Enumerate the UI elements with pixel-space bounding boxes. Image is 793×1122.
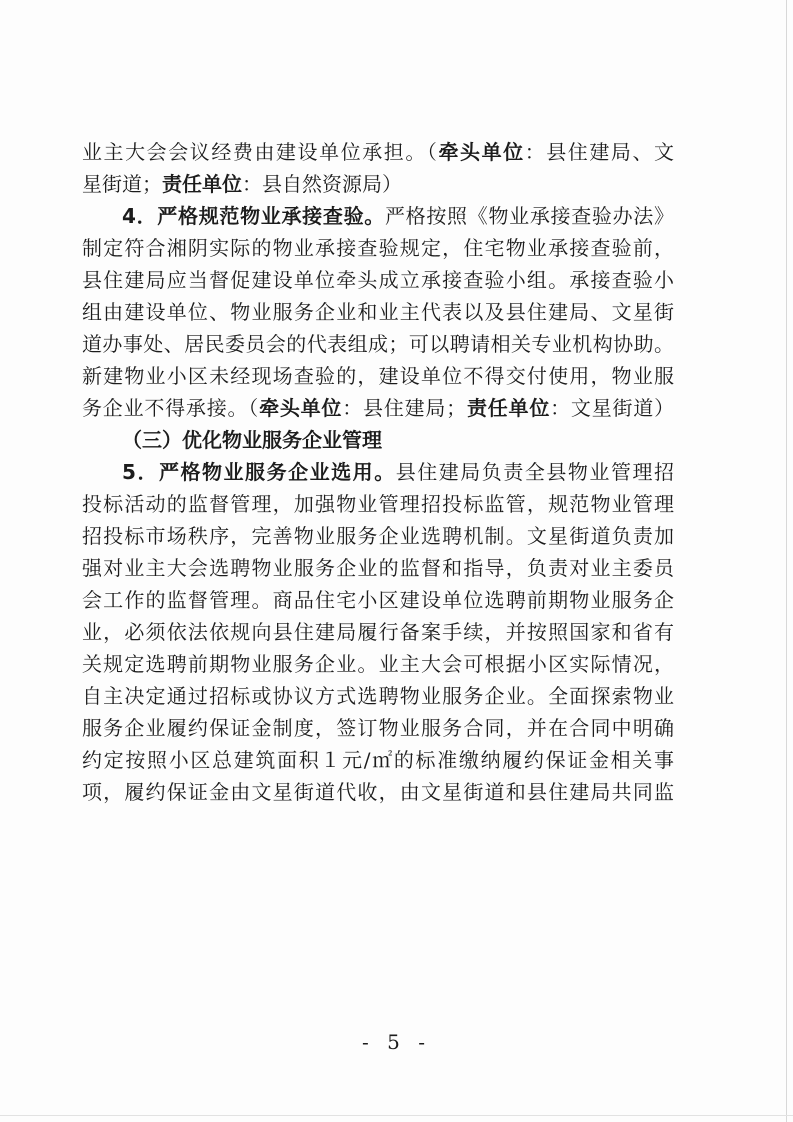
text-line: 会工作的监督管理。商品住宅小区建设单位选聘前期物业服务企: [82, 588, 674, 612]
text-line: 县住建局应当督促建设单位牵头成立承接查验小组。承接查验小: [82, 268, 674, 292]
text-line: 新建物业小区未经现场查验的，建设单位不得交付使用，物业服: [82, 364, 674, 388]
separator: ：: [524, 140, 547, 164]
text-line: 道办事处、居民委员会的代表组成；可以聘请相关专业机构协助。: [82, 332, 674, 356]
separator: ：: [242, 172, 262, 196]
responsible-unit-value: 文星街道）: [570, 396, 675, 420]
page-edge-bottom: [0, 1115, 793, 1116]
responsible-unit-label: 责任单位: [162, 172, 242, 196]
body-text: 严格按照《物业承接查验办法》: [384, 204, 675, 228]
text-line: [82, 392, 674, 424]
text-line: 自主决定通过招标或协议方式选聘物业服务企业。全面探索物业: [82, 684, 674, 708]
responsible-unit-label: 责任单位: [466, 396, 551, 420]
text-line: 组由建设单位、物业服务企业和业主代表以及县住建局、文星街: [82, 300, 674, 324]
separator: ：: [550, 396, 571, 420]
text-line: 投标活动的监督管理，加强物业管理招投标监管，规范物业管理: [82, 492, 674, 516]
text-line: 服务企业履约保证金制度，签订物业服务合同，并在合同中明确: [82, 716, 674, 740]
page-edge-right: [786, 0, 787, 1122]
lead-unit-value: 县住建局；: [363, 396, 467, 420]
item-title: 4．严格规范物业承接查验。: [122, 204, 385, 228]
body-text: 务企业不得承接。（: [82, 396, 260, 420]
body-text: 星街道；: [82, 172, 162, 196]
text-line: [82, 200, 674, 232]
text-line: 招投标市场秩序，完善物业服务企业选聘机制。文星街道负责加: [82, 524, 674, 548]
text-line: 业，必须依法依规向县住建局履行备案手续，并按照国家和省有: [82, 620, 674, 644]
text-line: 约定按照小区总建筑面积１元/㎡的标准缴纳履约保证金相关事: [82, 748, 674, 772]
text-line: [82, 136, 674, 168]
body-text: 业主大会会议经费由建设单位承担。（: [82, 140, 439, 164]
page-number: - 5 -: [362, 1030, 431, 1054]
section-heading: （三）优化物业服务企业管理: [122, 428, 382, 452]
responsible-unit-value: 县自然资源局）: [262, 172, 402, 196]
lead-unit-label: 牵头单位: [438, 140, 525, 164]
item-title: 5．严格物业服务企业选用。: [122, 460, 396, 484]
lead-unit-label: 牵头单位: [259, 396, 343, 420]
document-body: [82, 136, 674, 808]
separator: ：: [342, 396, 364, 420]
text-line: 强对业主大会选聘物业服务企业的监督和指导，负责对业主委员: [82, 556, 674, 580]
text-line: [82, 168, 674, 200]
text-line: 项，履约保证金由文星街道代收，由文星街道和县住建局共同监: [82, 780, 674, 804]
body-text: 县住建局负责全县物业管理招: [395, 460, 674, 484]
text-line: 制定符合湘阴实际的物业承接查验规定，住宅物业承接查验前，: [82, 236, 674, 260]
lead-unit-value: 县住建局、文: [546, 140, 675, 164]
text-line: [82, 456, 674, 488]
text-line: 关规定选聘前期物业服务企业。业主大会可根据小区实际情况，: [82, 652, 674, 676]
